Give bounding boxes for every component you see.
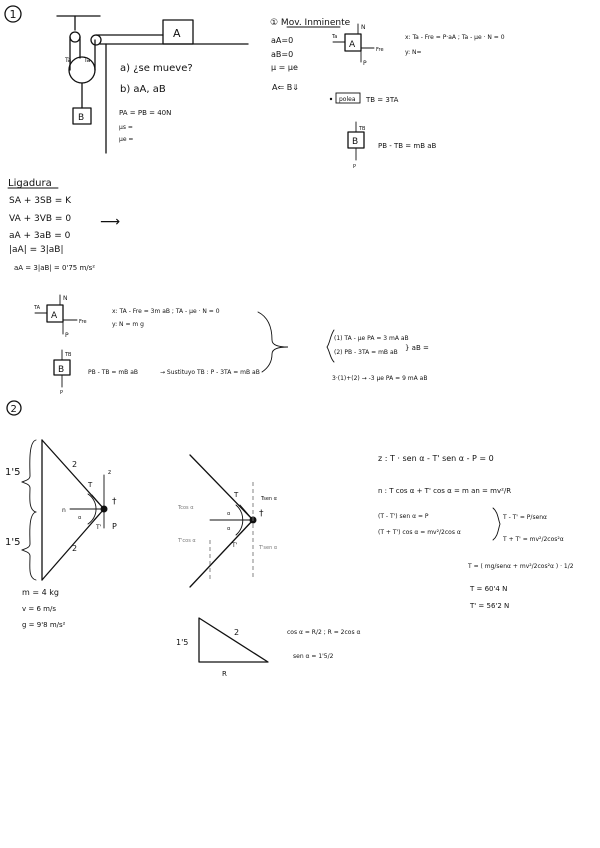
imminent-pb-label: P — [353, 164, 357, 170]
triangle-shape — [199, 618, 268, 662]
conical-n: n — [62, 507, 66, 514]
motion-pb-label: P — [60, 390, 64, 396]
solution-sys2: (T + T') cos α = mv²/2cos α — [378, 529, 461, 536]
motion-eq-b: PB - TB = mB aB — [88, 369, 138, 376]
conical-len-lower: 1'5 — [5, 537, 21, 548]
decomp-tpcos: T'cos α — [178, 538, 196, 544]
solution-brace — [493, 508, 500, 540]
constraint-eq4: |aA| = 3|aB| — [9, 245, 64, 255]
solution-diff: T - T' = P/senα — [503, 514, 548, 521]
given-mu-s: μs = — [119, 124, 133, 131]
decomp-tcos: Tcos α — [178, 505, 194, 511]
tension-label-right: Ta — [84, 57, 91, 64]
conical-gravity: g = 9'8 m/s² — [22, 621, 66, 629]
solution-sys1: (T - T') sen α = P — [378, 513, 429, 520]
imminent-aa: aA=0 — [271, 36, 294, 45]
conical-string-lower: 2 — [72, 544, 78, 553]
block-b-label: B — [78, 113, 85, 123]
motion-brace-small — [327, 330, 334, 362]
imminent-heading: ① Mov. Inminente — [270, 18, 351, 28]
imminent-motion — [270, 18, 505, 170]
imminent-eq-y: y: N= — [405, 49, 422, 56]
motion-fre-label: Fre — [79, 319, 87, 325]
constraint — [8, 178, 120, 272]
decomp-t-arrow — [240, 505, 253, 520]
conical-len-upper: 1'5 — [5, 467, 21, 478]
direction-note: A⇐ B⇓ — [272, 83, 299, 92]
question-a: a) ¿se mueve? — [120, 63, 193, 74]
tension-label-left: Ta — [65, 57, 72, 64]
pulley-diagram — [57, 16, 248, 153]
motion-ta-label: TA — [34, 305, 41, 311]
conical-t: T — [88, 481, 93, 489]
constraint-eq1: SA + 3SB = K — [9, 196, 72, 206]
imminent-fre-label: Fre — [376, 47, 384, 53]
motion-system-1: (1) TA - μe PA = 3 mA aB — [334, 335, 409, 342]
decomp-alpha-2: α — [227, 526, 231, 532]
conical-tp: T' — [96, 524, 102, 531]
motion-system-result: } aB = — [405, 344, 429, 352]
solution-n: n : T cos α + T' cos α = m an = mv²/R — [378, 487, 512, 495]
motion-tb-label: TB — [65, 352, 72, 358]
motion-combine: 3·(1)+(2) → -3 μe PA = 9 mA aB — [332, 375, 428, 382]
triangle-hyp: 2 — [234, 628, 240, 637]
decomp-t: T — [234, 491, 239, 499]
conical-diagram — [5, 440, 117, 629]
decomp-alpha-1: α — [227, 511, 231, 517]
bullet-dot — [330, 98, 332, 100]
constraint-result: aA = 3|aB| = 0'75 m/s² — [14, 264, 96, 272]
motion-n-label: N — [63, 295, 68, 302]
motion-eq-y: y: N = m g — [112, 321, 144, 328]
imminent-eq-x: x: Ta - Fre = P·aA ; Ta - μe · N = 0 — [405, 34, 505, 41]
triangle-cos-eq: cos α = R/2 ; R = 2cos α — [287, 629, 361, 636]
decomp-tsen: Tsen α — [261, 496, 277, 502]
solution-tp-value: T' = 56'2 N — [470, 602, 510, 610]
decomposition-diagram — [177, 455, 278, 587]
decomp-tpsen: T'sen α — [259, 545, 278, 551]
decomp-dagger: † — [259, 509, 264, 519]
imminent-tb-label: TB — [359, 126, 366, 132]
solution-t-value: T = 60'4 N — [470, 585, 508, 593]
motion-system-2: (2) PB - 3TA = mB aB — [334, 349, 398, 356]
given-mu-e: μe = — [119, 136, 134, 143]
imminent-eq-b: PB - TB = mB aB — [378, 142, 437, 150]
imminent-p-label: P — [363, 60, 367, 67]
motion-brace-large — [258, 312, 288, 372]
conical-string-upper: 2 — [72, 460, 78, 469]
constraint-eq3: aA + 3aB = 0 — [9, 231, 71, 241]
given-weights: PA = PB = 40N — [119, 109, 172, 117]
fixed-pulley-small — [70, 32, 80, 42]
motion-fbd-b-label: B — [58, 365, 65, 375]
imminent-fbd-b-label: B — [352, 137, 359, 147]
solution — [378, 454, 574, 610]
moving-pulley — [69, 57, 95, 83]
pulley-label: polea — [339, 96, 356, 103]
imminent-ab: aB=0 — [271, 50, 294, 59]
imminent-fbd-a-label: A — [349, 40, 356, 50]
section-1-marker: 1 — [9, 8, 17, 21]
motion-p-label: P — [65, 332, 69, 339]
triangle-sen-eq: sen α = 1'5/2 — [293, 653, 334, 660]
solution-sum: T + T' = mv²/2cos²α — [503, 536, 564, 543]
decomp-upper-line — [190, 455, 253, 520]
triangle-vertical: 1'5 — [176, 638, 189, 647]
solution-t-formula: T = ( mg/senα + mv²/2cos²α ) · 1/2 — [468, 563, 574, 570]
conical-p: P — [112, 522, 117, 531]
section-2-marker: 2 — [10, 404, 17, 415]
motion-fbd — [33, 295, 429, 396]
conical-speed: v = 6 m/s — [22, 605, 56, 613]
brace-lower — [22, 512, 36, 580]
section-1 — [5, 6, 505, 396]
decomp-tp: T' — [232, 542, 238, 549]
conical-z: z — [108, 469, 112, 476]
imminent-ta-label: Ta — [332, 34, 338, 40]
constraint-heading: Ligadura — [8, 178, 52, 189]
pulley-relation: TB = 3TA — [366, 96, 399, 104]
motion-eq-x: x: TA - Fre = 3m aB ; TA - μe · N = 0 — [112, 308, 220, 315]
section-2 — [5, 401, 574, 678]
imminent-n-label: N — [361, 24, 366, 31]
motion-fbd-a-label: A — [51, 311, 58, 321]
constraint-eq2: VA + 3VB = 0 — [9, 214, 72, 224]
conical-mass: m = 4 kg — [22, 588, 59, 597]
conical-alpha: α — [78, 515, 82, 521]
question-b: b) aA, aB — [120, 84, 166, 95]
solution-z: z : T · sen α - T' sen α - P = 0 — [378, 454, 494, 463]
block-a-label: A — [173, 27, 181, 40]
conical-dagger: † — [112, 497, 117, 507]
motion-substitution: → Sustituyo TB : P - 3TA = mB aB — [160, 369, 260, 376]
table-pulley — [91, 35, 101, 45]
tension-arrow — [92, 495, 104, 509]
brace-upper — [22, 440, 36, 512]
imminent-mu: μ = μe — [271, 63, 298, 72]
triangle-base: R — [222, 670, 227, 678]
right-triangle — [176, 618, 360, 678]
constraint-arrow: ⟶ — [100, 214, 121, 230]
